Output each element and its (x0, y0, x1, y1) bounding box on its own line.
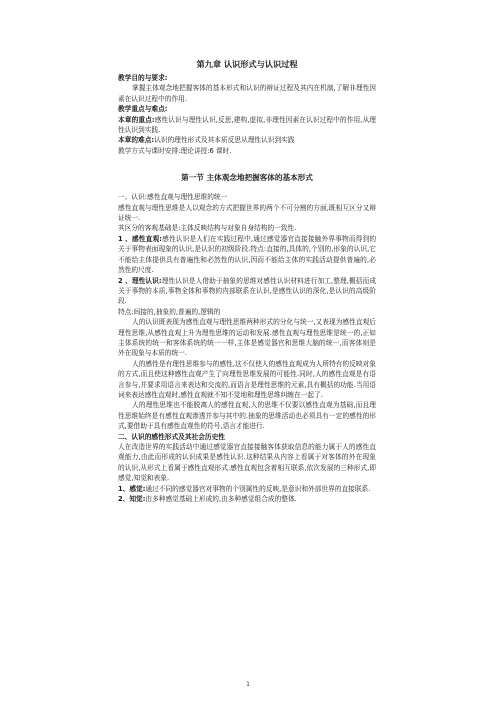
keypoints-label: 教学重点与难点: (118, 105, 168, 114)
difficult-label: 本章的难点: (118, 136, 155, 145)
key-label: 本章的重点: (118, 115, 155, 124)
item-1 (118, 234, 376, 276)
form-1-text: 通过不同的感觉器官对事物的个别属性的反映,是意识和外部世界的直接联系. (145, 484, 371, 493)
key-paragraph (118, 115, 376, 136)
form-2-text: 由多种感觉基础上形成的,由多种感觉组合成的整体. (145, 495, 297, 504)
paragraph-1: 人的认识既表现为感性直观与理性思维两种形式的分化与统一,又表现为感性直观后理性思维,从感性直观上升为理性思维的运动和发展.感性直观与理性思维是统一的,正如主体系统的统一和客体系统的统一一样,主体是感觉器官和思维大脑的统一,而客体则是外在现象与本质的统一. (118, 318, 376, 358)
s2-heading: 二、认识的感性形式及其社会历史性 (118, 432, 225, 441)
s1-paragraph-2: 其区分的客观基础是:主体反映结构与对象自身结构的一致性. (118, 224, 297, 233)
item-1-label: 1 、感性直观: (118, 234, 162, 243)
section-title: 第一节 主体观念地把握客体的基本形式 (181, 173, 313, 183)
item-1-text: 感性认识是人们在实践过程中,通过感觉器官直接接触外界事物而得到的关于事物表面现象的认识,是认识的初级阶段.特点:直接的,具体的,个别的,形象的认识,它不能给主体提供具有普遍性和必然性的认识,因而不能给主体的实践活动提供普遍的,必然性的尺度. (118, 234, 377, 275)
form-1-label: 1、感觉: (118, 484, 146, 493)
form-2 (118, 494, 376, 504)
purpose-label: 教学目的与要求: (118, 74, 168, 82)
purpose-text: 掌握主体观念地把握客体的基本形式和认识的辩证过程及其内在机制,了解非理性因素在认识过程中的作用. (118, 84, 376, 103)
chapter-title: 第九章 认识形式与认识过程 (196, 59, 298, 69)
paragraph-3: 人的理性思维也不能脱离人的感性直观,人的思维不仅要以感性直观为基础,而且理性思维始终是有感性直观渗透并参与其中的.抽象的思维活动也必须具有一定的感性的形式,要借助于具有感性直观性的符号,语言才能进行. (118, 401, 376, 431)
page-content (118, 58, 376, 504)
method-text: 教学方式与课时安排:理论讲授:6 课时. (118, 146, 232, 155)
s2-paragraph-1: 人在改造世界的实践活动中通过感觉器官直接接触客体获取信息的能力属于人的感性直观能力,由此而形成的认识成果是感性认识.这种结果从内容上看属于对客体的外在现象的认识,从形式上看属于感性直观形式.感性直观包含着相互联系,依次发展的三种形式,即感觉,知觉和表象. (118, 443, 376, 483)
key-text: 感性认识与理性认识,反思,建构,虚拟,非理性因素在认识过程中的作用,从理性认识到实践. (118, 115, 376, 135)
page-number: 1 (246, 681, 250, 688)
form-1 (118, 484, 376, 494)
difficult-text: 认识的理性形式及其本质反思从理性认识到实践 (154, 136, 295, 145)
paragraph-2: 人的感性是有理性思维参与的感性,这不仅使人的感性直观成为人所特有的反映对象的方式,而且使这种感性直观产生了向理性思维发展的可能性.同时,人的感性直观是有语言参与,并要求用语言来表达和交流的,而语言是理性思维的元素,具有概括的功能.当用语词来表达感性直观时,感性直观就不知不觉地和理性思维纠缠在一起了. (118, 359, 376, 399)
item-2-label: 2 、理性认识: (118, 276, 162, 285)
form-2-label: 2、知觉: (118, 495, 146, 504)
difficult-paragraph (118, 135, 376, 145)
s1-heading: 一、认识:感性直观与理性思维的统一 (118, 193, 228, 202)
item-2-text: 理性认识是人借助于抽象的思维对感性认识材料进行加工,整理,概括而成关于事物的本质,事物全体和事物的内部联系在认识,是感性认识的深化,是认识的高级阶段. (118, 276, 376, 306)
s1-paragraph-1: 感性直观与理性思维是人以观念的方式把握世界的两个不可分割的方面,既相互区分又辩证统一. (118, 203, 376, 223)
item-2-features: 特点:间接的,抽象的,普遍的,逻辑的 (118, 307, 221, 316)
item-2 (118, 276, 376, 307)
